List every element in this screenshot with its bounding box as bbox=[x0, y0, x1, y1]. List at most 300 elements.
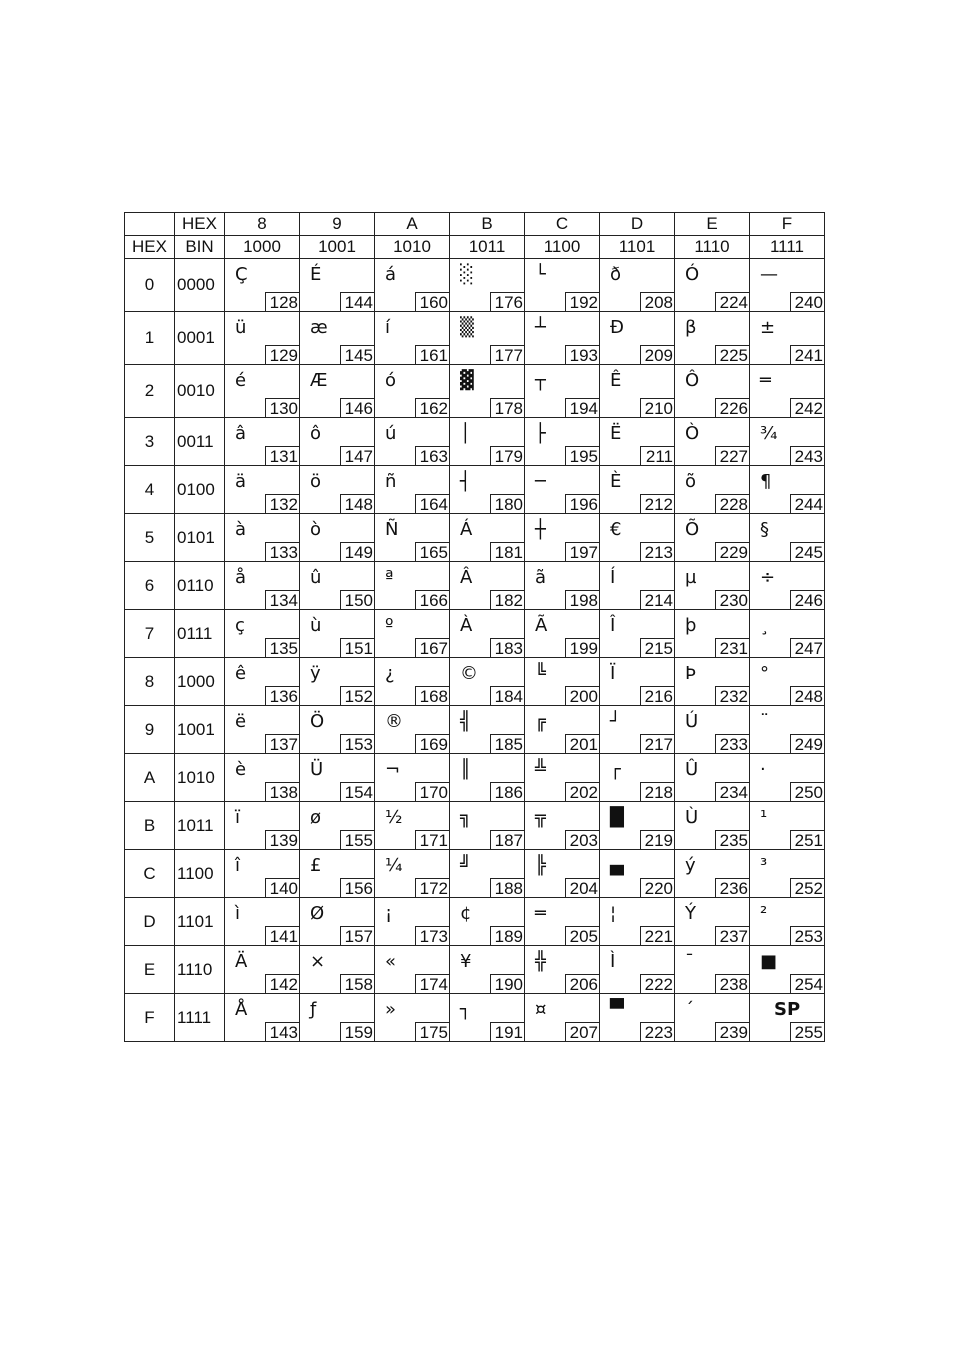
char-glyph: à bbox=[235, 519, 247, 540]
char-glyph: þ bbox=[685, 615, 697, 636]
char-glyph: ´ bbox=[685, 999, 694, 1020]
char-code: 236 bbox=[715, 878, 749, 897]
char-code: 209 bbox=[640, 345, 674, 364]
char-cell bbox=[450, 850, 525, 898]
char-cell bbox=[600, 706, 675, 754]
col-bin: 1001 bbox=[300, 236, 375, 259]
char-glyph: ┤ bbox=[460, 471, 471, 492]
char-cell bbox=[450, 706, 525, 754]
char-cell bbox=[600, 802, 675, 850]
char-code: 190 bbox=[490, 974, 524, 993]
char-cell bbox=[675, 466, 750, 514]
char-glyph: ¼ bbox=[385, 855, 403, 876]
char-glyph: ñ bbox=[385, 471, 397, 492]
char-glyph: Ð bbox=[610, 317, 624, 338]
col-hex: 8 bbox=[225, 213, 300, 236]
char-glyph: Ý bbox=[685, 903, 696, 924]
char-code: 182 bbox=[490, 590, 524, 609]
char-cell bbox=[300, 754, 375, 802]
char-code: 193 bbox=[565, 345, 599, 364]
char-code: 250 bbox=[790, 782, 824, 801]
char-code: 138 bbox=[265, 782, 299, 801]
char-code: 244 bbox=[790, 494, 824, 513]
char-glyph: × bbox=[310, 951, 326, 972]
row-hex: D bbox=[125, 898, 175, 946]
char-code: 166 bbox=[415, 590, 449, 609]
char-cell bbox=[375, 658, 450, 706]
char-glyph: Ö bbox=[310, 711, 325, 732]
char-code: 221 bbox=[640, 926, 674, 945]
char-glyph: ä bbox=[235, 471, 247, 492]
char-code: 185 bbox=[490, 734, 524, 753]
col-hex: D bbox=[600, 213, 675, 236]
row-hex: 6 bbox=[125, 562, 175, 610]
char-cell bbox=[600, 850, 675, 898]
char-code: 132 bbox=[265, 494, 299, 513]
char-glyph: Ü bbox=[310, 759, 324, 780]
char-code: 223 bbox=[640, 1022, 674, 1041]
char-code: 142 bbox=[265, 974, 299, 993]
char-code: 237 bbox=[715, 926, 749, 945]
char-cell bbox=[450, 898, 525, 946]
row-hex: 2 bbox=[125, 365, 175, 418]
table-row bbox=[125, 946, 825, 994]
char-code: 248 bbox=[790, 686, 824, 705]
char-cell bbox=[525, 610, 600, 658]
char-cell bbox=[675, 754, 750, 802]
char-code: 134 bbox=[265, 590, 299, 609]
char-glyph: í bbox=[385, 317, 391, 338]
char-code: 151 bbox=[340, 638, 374, 657]
col-hex: 9 bbox=[300, 213, 375, 236]
char-code: 210 bbox=[640, 398, 674, 417]
char-cell bbox=[750, 754, 825, 802]
char-code: 168 bbox=[415, 686, 449, 705]
char-cell bbox=[525, 658, 600, 706]
char-cell bbox=[600, 466, 675, 514]
char-glyph: ê bbox=[235, 663, 247, 684]
char-code: 206 bbox=[565, 974, 599, 993]
char-code: 230 bbox=[715, 590, 749, 609]
col-bin: 1111 bbox=[750, 236, 825, 259]
char-cell bbox=[300, 418, 375, 466]
char-glyph: └ bbox=[535, 264, 546, 285]
table-row bbox=[125, 898, 825, 946]
char-code: 156 bbox=[340, 878, 374, 897]
char-glyph: ƒ bbox=[310, 999, 317, 1020]
char-glyph: ÿ bbox=[310, 663, 321, 684]
hex-label: HEX bbox=[175, 213, 225, 236]
table-row bbox=[125, 418, 825, 466]
char-glyph: Á bbox=[460, 519, 473, 540]
char-cell bbox=[600, 418, 675, 466]
char-code: 135 bbox=[265, 638, 299, 657]
char-glyph: ░ bbox=[460, 264, 474, 285]
char-code: 214 bbox=[640, 590, 674, 609]
char-glyph: SP bbox=[774, 999, 801, 1020]
char-glyph: è bbox=[235, 759, 247, 780]
char-glyph: Í bbox=[610, 567, 616, 588]
row-bin: 1100 bbox=[175, 850, 225, 898]
char-glyph: ▒ bbox=[460, 317, 474, 338]
char-cell bbox=[300, 466, 375, 514]
char-glyph: Ç bbox=[235, 264, 248, 285]
char-glyph: È bbox=[610, 471, 622, 492]
char-cell bbox=[750, 365, 825, 418]
char-code: 191 bbox=[490, 1022, 524, 1041]
row-hex: C bbox=[125, 850, 175, 898]
char-glyph: ╩ bbox=[535, 759, 546, 780]
char-cell bbox=[375, 850, 450, 898]
char-cell bbox=[750, 562, 825, 610]
char-glyph: Î bbox=[610, 615, 616, 636]
char-code: 246 bbox=[790, 590, 824, 609]
char-code: 163 bbox=[415, 446, 449, 465]
row-bin: 1110 bbox=[175, 946, 225, 994]
char-cell bbox=[675, 365, 750, 418]
char-cell bbox=[375, 514, 450, 562]
char-code: 227 bbox=[715, 446, 749, 465]
char-glyph: Ò bbox=[685, 423, 700, 444]
char-glyph: ¯ bbox=[685, 951, 694, 972]
char-cell bbox=[600, 610, 675, 658]
char-glyph: ¦ bbox=[610, 903, 617, 924]
char-code: 144 bbox=[340, 292, 374, 311]
char-glyph: ô bbox=[310, 423, 322, 444]
char-glyph: ┐ bbox=[460, 999, 471, 1020]
char-cell bbox=[450, 514, 525, 562]
char-code: 213 bbox=[640, 542, 674, 561]
char-cell bbox=[525, 312, 600, 365]
table-row bbox=[125, 850, 825, 898]
char-cell bbox=[675, 994, 750, 1042]
char-cell bbox=[525, 514, 600, 562]
char-code: 235 bbox=[715, 830, 749, 849]
char-glyph: Û bbox=[685, 759, 699, 780]
char-glyph: ® bbox=[385, 711, 403, 732]
col-bin: 1100 bbox=[525, 236, 600, 259]
char-code: 218 bbox=[640, 782, 674, 801]
char-glyph: ø bbox=[310, 807, 322, 828]
char-cell bbox=[450, 418, 525, 466]
char-cell bbox=[300, 312, 375, 365]
char-cell bbox=[375, 418, 450, 466]
char-cell bbox=[675, 418, 750, 466]
table-row bbox=[125, 259, 825, 312]
char-code: 133 bbox=[265, 542, 299, 561]
char-glyph: ½ bbox=[385, 807, 403, 828]
char-cell bbox=[450, 946, 525, 994]
char-code: 141 bbox=[265, 926, 299, 945]
char-glyph: ▀ bbox=[610, 999, 624, 1020]
char-cell bbox=[300, 610, 375, 658]
char-cell bbox=[225, 898, 300, 946]
char-cell bbox=[300, 514, 375, 562]
char-cell bbox=[375, 706, 450, 754]
char-glyph: ├ bbox=[535, 423, 546, 444]
char-cell bbox=[375, 898, 450, 946]
char-code: 189 bbox=[490, 926, 524, 945]
char-code: 201 bbox=[565, 734, 599, 753]
char-code: 198 bbox=[565, 590, 599, 609]
char-glyph: é bbox=[235, 370, 247, 391]
char-code: 195 bbox=[565, 446, 599, 465]
char-code: 169 bbox=[415, 734, 449, 753]
char-cell bbox=[300, 365, 375, 418]
char-glyph: Ä bbox=[235, 951, 248, 972]
col-hex: B bbox=[450, 213, 525, 236]
char-cell bbox=[300, 706, 375, 754]
char-glyph: É bbox=[310, 264, 322, 285]
row-hex: 8 bbox=[125, 658, 175, 706]
char-cell bbox=[525, 946, 600, 994]
char-cell bbox=[600, 259, 675, 312]
char-code: 241 bbox=[790, 345, 824, 364]
char-glyph: ¡ bbox=[385, 903, 393, 924]
char-cell bbox=[375, 562, 450, 610]
col-hex: E bbox=[675, 213, 750, 236]
char-glyph: ¶ bbox=[760, 471, 772, 492]
char-glyph: ¥ bbox=[460, 951, 472, 972]
char-code: 199 bbox=[565, 638, 599, 657]
char-code: 188 bbox=[490, 878, 524, 897]
char-glyph: ç bbox=[235, 615, 245, 636]
char-cell bbox=[525, 850, 600, 898]
char-code: 153 bbox=[340, 734, 374, 753]
char-glyph: Ã bbox=[535, 615, 548, 636]
table-body bbox=[125, 213, 825, 1042]
char-code: 207 bbox=[565, 1022, 599, 1041]
char-cell bbox=[750, 610, 825, 658]
char-code: 128 bbox=[265, 292, 299, 311]
char-glyph: ╚ bbox=[535, 663, 546, 684]
char-cell bbox=[225, 994, 300, 1042]
row-hex: A bbox=[125, 754, 175, 802]
char-glyph: ╦ bbox=[535, 807, 546, 828]
char-glyph: ² bbox=[760, 903, 768, 924]
char-glyph: ┬ bbox=[535, 370, 546, 391]
char-code: 243 bbox=[790, 446, 824, 465]
char-glyph: º bbox=[385, 615, 394, 636]
row-hex: 5 bbox=[125, 514, 175, 562]
row-hex-label: HEX bbox=[125, 236, 175, 259]
char-cell bbox=[675, 514, 750, 562]
char-cell bbox=[375, 994, 450, 1042]
table-row bbox=[125, 610, 825, 658]
row-bin: 0111 bbox=[175, 610, 225, 658]
char-cell bbox=[375, 610, 450, 658]
char-glyph: Ô bbox=[685, 370, 700, 391]
char-code: 249 bbox=[790, 734, 824, 753]
char-glyph: ▓ bbox=[460, 370, 474, 391]
char-glyph: β bbox=[685, 317, 697, 338]
char-glyph: — bbox=[760, 264, 778, 285]
char-cell bbox=[525, 365, 600, 418]
char-code: 172 bbox=[415, 878, 449, 897]
char-cell bbox=[675, 259, 750, 312]
char-code: 171 bbox=[415, 830, 449, 849]
char-cell bbox=[375, 802, 450, 850]
row-bin: 0000 bbox=[175, 259, 225, 312]
char-cell bbox=[750, 259, 825, 312]
char-cell bbox=[675, 850, 750, 898]
char-cell bbox=[750, 802, 825, 850]
char-glyph: µ bbox=[685, 567, 697, 588]
char-cell bbox=[750, 994, 825, 1042]
char-cell bbox=[525, 994, 600, 1042]
char-cell bbox=[300, 802, 375, 850]
row-bin: 0110 bbox=[175, 562, 225, 610]
char-code: 130 bbox=[265, 398, 299, 417]
char-glyph: æ bbox=[310, 317, 328, 338]
char-glyph: ┘ bbox=[610, 711, 621, 732]
char-glyph: € bbox=[610, 519, 622, 540]
char-code: 158 bbox=[340, 974, 374, 993]
char-cell bbox=[525, 418, 600, 466]
char-code: 165 bbox=[415, 542, 449, 561]
char-code: 186 bbox=[490, 782, 524, 801]
char-code: 251 bbox=[790, 830, 824, 849]
char-cell bbox=[225, 418, 300, 466]
char-glyph: ┼ bbox=[535, 519, 546, 540]
char-glyph: ¹ bbox=[760, 807, 768, 828]
char-cell bbox=[225, 706, 300, 754]
char-glyph: ┴ bbox=[535, 317, 546, 338]
char-glyph: Þ bbox=[685, 663, 696, 684]
char-glyph: ║ bbox=[460, 759, 471, 780]
char-glyph: Ì bbox=[610, 951, 616, 972]
char-code: 200 bbox=[565, 686, 599, 705]
char-glyph: · bbox=[760, 759, 766, 780]
char-glyph: ò bbox=[310, 519, 322, 540]
char-glyph: ú bbox=[385, 423, 397, 444]
char-glyph: ═ bbox=[760, 370, 771, 391]
char-cell bbox=[600, 562, 675, 610]
char-cell bbox=[225, 562, 300, 610]
char-cell bbox=[225, 946, 300, 994]
char-glyph: Æ bbox=[310, 370, 328, 391]
col-hex: C bbox=[525, 213, 600, 236]
char-cell bbox=[450, 312, 525, 365]
char-cell bbox=[450, 365, 525, 418]
col-bin: 1101 bbox=[600, 236, 675, 259]
char-glyph: ¤ bbox=[535, 999, 547, 1020]
char-code: 177 bbox=[490, 345, 524, 364]
char-cell bbox=[600, 946, 675, 994]
char-cell bbox=[225, 514, 300, 562]
char-cell bbox=[750, 706, 825, 754]
char-cell bbox=[675, 898, 750, 946]
char-code: 255 bbox=[790, 1022, 824, 1041]
char-cell bbox=[225, 850, 300, 898]
char-code: 222 bbox=[640, 974, 674, 993]
char-cell bbox=[375, 946, 450, 994]
char-code: 211 bbox=[640, 446, 674, 465]
row-bin: 1111 bbox=[175, 994, 225, 1042]
char-cell bbox=[675, 802, 750, 850]
char-cell bbox=[525, 802, 600, 850]
char-glyph: █ bbox=[610, 807, 624, 828]
char-glyph: ü bbox=[235, 317, 247, 338]
table-row bbox=[125, 562, 825, 610]
row-hex: B bbox=[125, 802, 175, 850]
col-hex: F bbox=[750, 213, 825, 236]
char-glyph: ¾ bbox=[760, 423, 778, 444]
char-code: 173 bbox=[415, 926, 449, 945]
char-code: 212 bbox=[640, 494, 674, 513]
char-code: 196 bbox=[565, 494, 599, 513]
char-cell bbox=[750, 946, 825, 994]
char-glyph: â bbox=[235, 423, 247, 444]
char-code: 149 bbox=[340, 542, 374, 561]
char-glyph: å bbox=[235, 567, 247, 588]
char-cell bbox=[225, 610, 300, 658]
col-bin: 1010 bbox=[375, 236, 450, 259]
char-code: 152 bbox=[340, 686, 374, 705]
char-code: 203 bbox=[565, 830, 599, 849]
char-cell bbox=[750, 312, 825, 365]
char-cell bbox=[600, 754, 675, 802]
char-glyph: À bbox=[460, 615, 473, 636]
char-cell bbox=[225, 259, 300, 312]
char-cell bbox=[375, 259, 450, 312]
char-cell bbox=[225, 802, 300, 850]
char-cell bbox=[450, 802, 525, 850]
char-cell bbox=[525, 466, 600, 514]
character-code-table bbox=[124, 212, 825, 1042]
char-code: 231 bbox=[715, 638, 749, 657]
char-code: 208 bbox=[640, 292, 674, 311]
char-code: 202 bbox=[565, 782, 599, 801]
char-glyph: ┌ bbox=[610, 759, 621, 780]
row-hex: E bbox=[125, 946, 175, 994]
char-cell bbox=[750, 514, 825, 562]
char-cell bbox=[750, 466, 825, 514]
char-code: 140 bbox=[265, 878, 299, 897]
char-code: 239 bbox=[715, 1022, 749, 1041]
char-code: 148 bbox=[340, 494, 374, 513]
row-hex: 3 bbox=[125, 418, 175, 466]
char-glyph: ¨ bbox=[760, 711, 769, 732]
char-glyph: ▄ bbox=[610, 855, 624, 876]
char-cell bbox=[600, 312, 675, 365]
char-code: 167 bbox=[415, 638, 449, 657]
char-glyph: ³ bbox=[760, 855, 768, 876]
char-cell bbox=[675, 312, 750, 365]
char-cell bbox=[450, 754, 525, 802]
char-code: 233 bbox=[715, 734, 749, 753]
char-cell bbox=[525, 898, 600, 946]
char-glyph: ì bbox=[235, 903, 241, 924]
char-glyph: ð bbox=[610, 264, 622, 285]
char-cell bbox=[300, 898, 375, 946]
char-code: 228 bbox=[715, 494, 749, 513]
char-glyph: © bbox=[460, 663, 478, 684]
char-code: 240 bbox=[790, 292, 824, 311]
char-code: 131 bbox=[265, 446, 299, 465]
char-code: 178 bbox=[490, 398, 524, 417]
char-cell bbox=[750, 418, 825, 466]
char-glyph: Ñ bbox=[385, 519, 399, 540]
char-glyph: ╔ bbox=[535, 711, 546, 732]
char-code: 238 bbox=[715, 974, 749, 993]
char-code: 174 bbox=[415, 974, 449, 993]
col-bin: 1110 bbox=[675, 236, 750, 259]
table-row bbox=[125, 658, 825, 706]
char-code: 242 bbox=[790, 398, 824, 417]
char-glyph: ó bbox=[385, 370, 397, 391]
char-cell bbox=[300, 658, 375, 706]
